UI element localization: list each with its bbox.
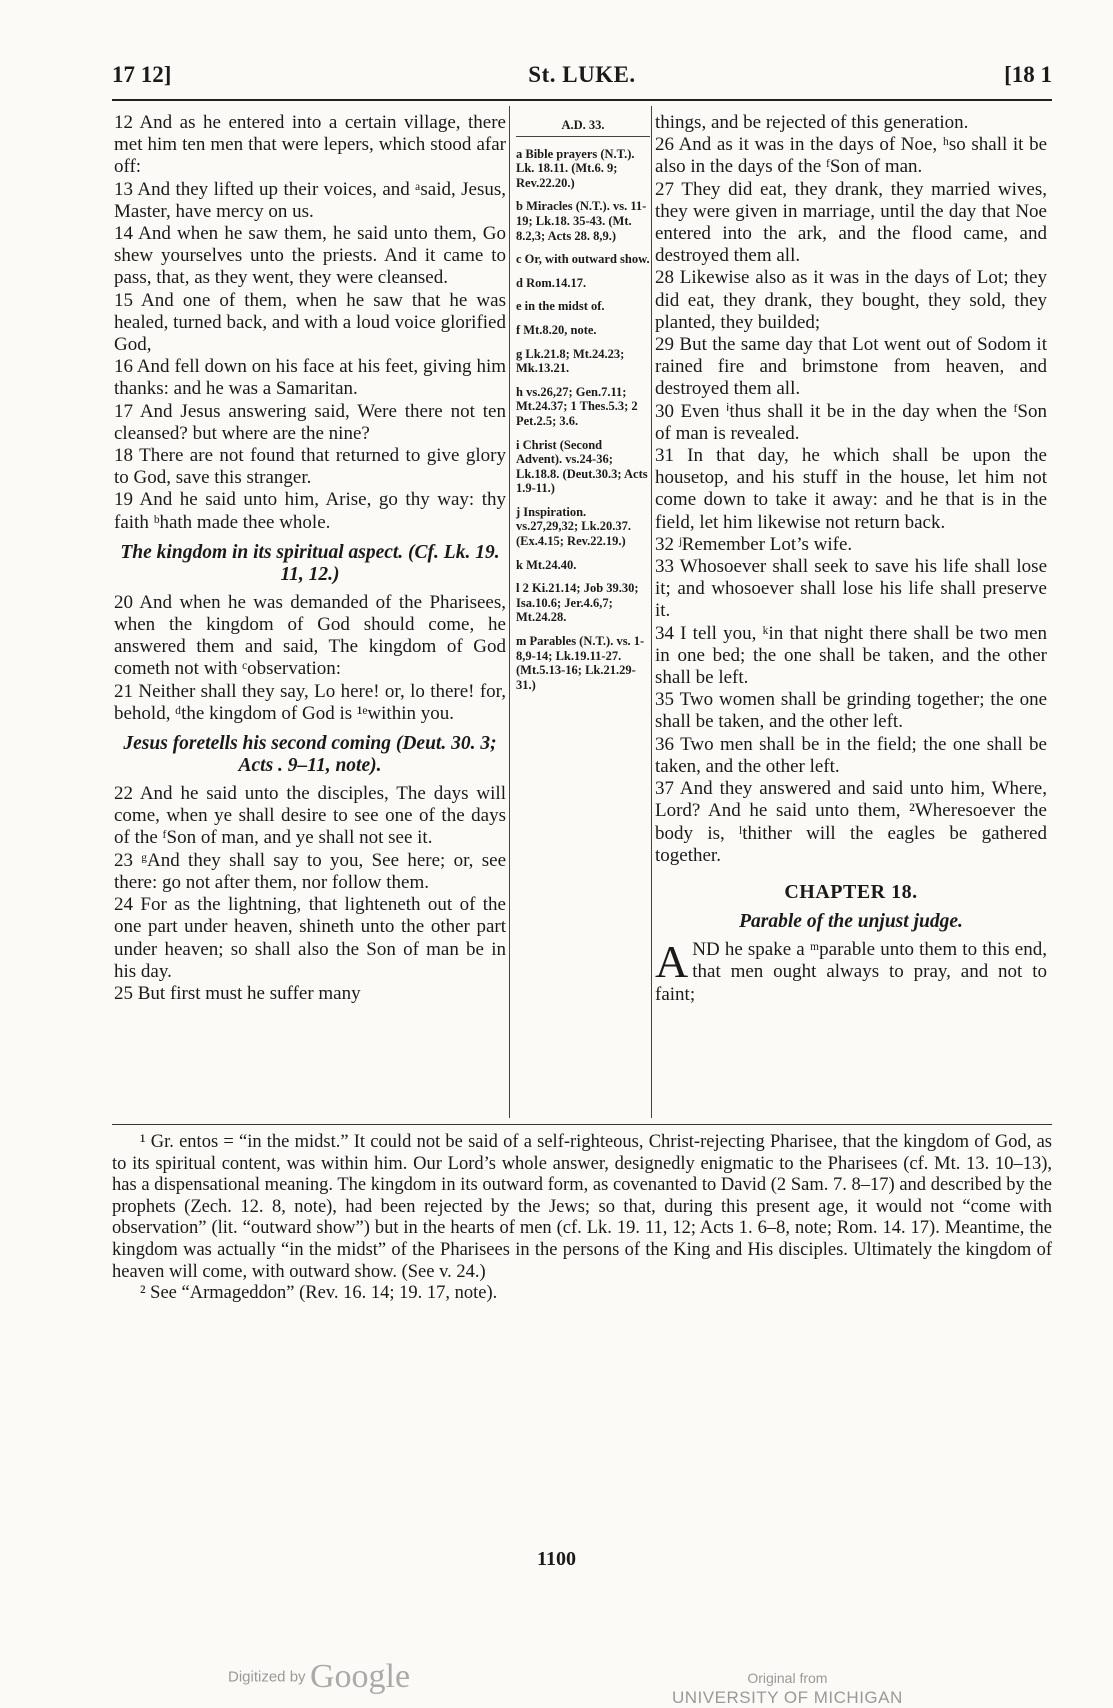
verse-paragraph: 33 Whosoever shall seek to save his life shall lose it; and whosoever shall lose his life shall preserve it. [655,556,1047,622]
verse-paragraph: things, and be rejected of this generation. [655,112,969,133]
verse-paragraph: 30 Even ⁱthus shall it be in the day when the ᶠSon of man is revealed. [655,400,1047,444]
verse-paragraph: 34 I tell you, ᵏin that night there shall be two men in one bed; the one shall be taken, and the other shall be left. [655,622,1047,689]
verse-paragraph: 19 And he said unto him, Arise, go thy way: thy faith ᵇhath made thee whole. [114,489,506,533]
digitized-by-watermark [228,1658,410,1696]
marginal-reference: m Parables (N.T.). vs. 1-8,9-14; Lk.19.11-27. (Mt.5.13-16; Lk.21.29-31.) [516,634,645,692]
verse-paragraph: 29 But the same day that Lot went out of Sodom it rained fire and brimstone from heaven, and destroyed them all. [655,334,1047,400]
year-marker: A.D. 33. [516,118,650,137]
verse-paragraph: 14 And when he saw them, he said unto them, Go shew yourselves unto the priests. And it came to pass, that, as they went, they were cleansed. [114,223,506,289]
verse-paragraph: 36 Two men shall be in the field; the one shall be taken, and the other left. [655,733,1047,777]
verse-paragraph: 15 And one of them, when he saw that he was healed, turned back, and with a loud voice glorified God, [114,289,506,356]
verse-paragraph: 37 And they answered and said unto him, Where, Lord? And he said unto them, ²Wheresoever the body is, ˡthither will the eagles be gathered together. [655,778,1047,866]
marginal-reference: h vs.26,27; Gen.7.11; Mt.24.37; 1 Thes.5.3; 2 Pet.2.5; 3.6. [516,384,638,428]
verse-paragraph: 20 And when he was demanded of the Pharisees, when the kingdom of God should come, he answered them and said, The kingdom of God cometh not with ᶜobservation: [114,591,506,680]
university-label: UNIVERSITY OF MICHIGAN [672,1688,903,1707]
verse-paragraph: 35 Two women shall be grinding together; the one shall be taken, and the other left. [655,689,1047,733]
verse-paragraph: 12 And as he entered into a certain village, there met him ten men that were lepers, which stood afar off: [114,112,506,178]
original-from-label: Original from [747,1670,828,1686]
verse-paragraph: 23 ᵍAnd they shall say to you, See here; or, see there: go not after them, nor follow them. [114,849,506,893]
right-text-column [655,112,1047,1128]
section-heading: The kingdom in its spiritual aspect. (Cf. Lk. 19. 11, 12.) [120,541,500,585]
marginal-reference: a Bible prayers (N.T.). Lk. 18.11. (Mt.6. 9; Rev.22.20.) [516,146,635,190]
verse-paragraph: 22 And he said unto the disciples, The days will come, when ye shall desire to see one of the days of the ᶠSon of man, and ye shall not see it. [114,783,506,849]
marginal-references-column [516,118,650,701]
footnote-rule [112,1124,1052,1125]
running-header [112,62,1052,100]
verse-paragraph: 27 They did eat, they drank, they married wives, they were given in marriage, until the day that Noe entered into the ark, and the flood came, and destroyed them all. [655,178,1047,267]
column-divider-right [651,106,652,1118]
header-right-reference: [18 1 [1004,62,1052,87]
footnote: ² See “Armageddon” (Rev. 16. 14; 19. 17, note). [140,1283,498,1304]
verse-paragraph: 26 And as it was in the days of Noe, ʰso shall it be also in the days of the ᶠSon of man. [655,134,1047,178]
marginal-reference: i Christ (Second Advent). vs.24-36; Lk.18.8. (Deut.30.3; Acts 1.9-11.) [516,437,648,496]
header-rule [112,99,1052,101]
verse-paragraph: 18 There are not found that returned to give glory to God, save this stranger. [114,445,506,489]
section-heading: Parable of the unjust judge. [739,911,963,933]
digitized-by-label: Digitized by [228,1668,306,1686]
section-heading: Jesus foretells his second coming (Deut. 30. 3; Acts . 9–11, note). [123,733,497,777]
verse-paragraph: 21 Neither shall they say, Lo here! or, lo there! for, behold, ᵈthe kingdom of God is ¹ᵉwithin you. [114,680,506,724]
origin-watermark [672,1668,903,1708]
marginal-reference: d Rom.14.17. [516,275,587,290]
header-left-reference: 17 12] [112,62,172,87]
header-book-title: St. LUKE. [528,62,636,87]
page-number: 1100 [537,1548,576,1570]
verse-paragraph: 16 And fell down on his face at his feet, giving him thanks: and he was a Samaritan. [114,356,506,400]
marginal-reference: j Inspiration. vs.27,29,32; Lk.20.37. (Ex.4.15; Rev.22.19.) [516,504,631,549]
verse-paragraph: 17 And Jesus answering said, Were there not ten cleansed? but where are the nine? [114,400,506,444]
marginal-reference: g Lk.21.8; Mt.24.23; Mk.13.21. [516,346,625,376]
drop-cap: A [655,936,689,988]
verse-paragraph: 25 But first must he suffer many [114,982,361,1004]
google-logo: Google [310,1658,411,1695]
column-divider-left [509,106,510,1118]
marginal-reference: c Or, with outward show. [516,252,650,267]
verse-paragraph [655,936,1047,1006]
chapter-heading: CHAPTER 18. [784,880,918,903]
marginal-reference: f Mt.8.20, note. [516,322,597,337]
footnotes [112,1132,1052,1305]
marginal-reference: k Mt.24.40. [516,557,577,572]
footnote: ¹ Gr. entos = “in the midst.” It could not be said of a self-righteous, Christ-rejecting Pharisee, that the kingdom of God, as to its spiritual content, was within him. Our Lord’s whole answer, designedly enigmatic to the Pharisees (cf. Mt. 13. 10–13), has a dispensational meaning. The kingdom in its outward form, as covenanted to David (2 Sam. 7. 8–17) and described by the prophets (Zech. 12. 8, note), had been rejected by the Jews; so that, during this present age, it would not “come with observation” (lit. “outward show”) but in the hearts of men (cf. Lk. 19. 11, 12; Acts 1. 6–8, note; Rom. 14. 17). Meantime, the kingdom was actually “in the midst” of the Pharisees in the persons of the King and His disciples. Ultimately the kingdom of heaven will come, with outward show. (See v. 24.) [112,1132,1052,1282]
left-text-column [114,112,506,1128]
verse-paragraph: 13 And they lifted up their voices, and ᵃsaid, Jesus, Master, have mercy on us. [114,178,506,222]
verse-paragraph: 28 Likewise also as it was in the days of Lot; they did eat, they drank, they bought, they sold, they planted, they builded; [655,267,1047,333]
verse-paragraph: 32 ʲRemember Lot’s wife. [655,533,853,555]
marginal-reference: b Miracles (N.T.). vs. 11-19; Lk.18. 35-43. (Mt. 8.2,3; Acts 28. 8,9.) [516,199,647,243]
verse-paragraph: 24 For as the lightning, that lighteneth out of the one part under heaven, shineth unto the other part under heaven; so shall also the Son of man be in his day. [114,894,506,982]
verse-paragraph: 31 In that day, he which shall be upon the housetop, and his stuff in the house, let him not come down to take it away: and he that is in the field, let him likewise not return back. [655,445,1047,533]
marginal-reference: e in the midst of. [516,299,605,314]
verse-text: ND he spake a ᵐparable unto them to this end, that men ought always to pray, and not to faint; [655,939,1047,1005]
marginal-reference: l 2 Ki.21.14; Job 39.30; Isa.10.6; Jer.4.6,7; Mt.24.28. [516,581,639,625]
